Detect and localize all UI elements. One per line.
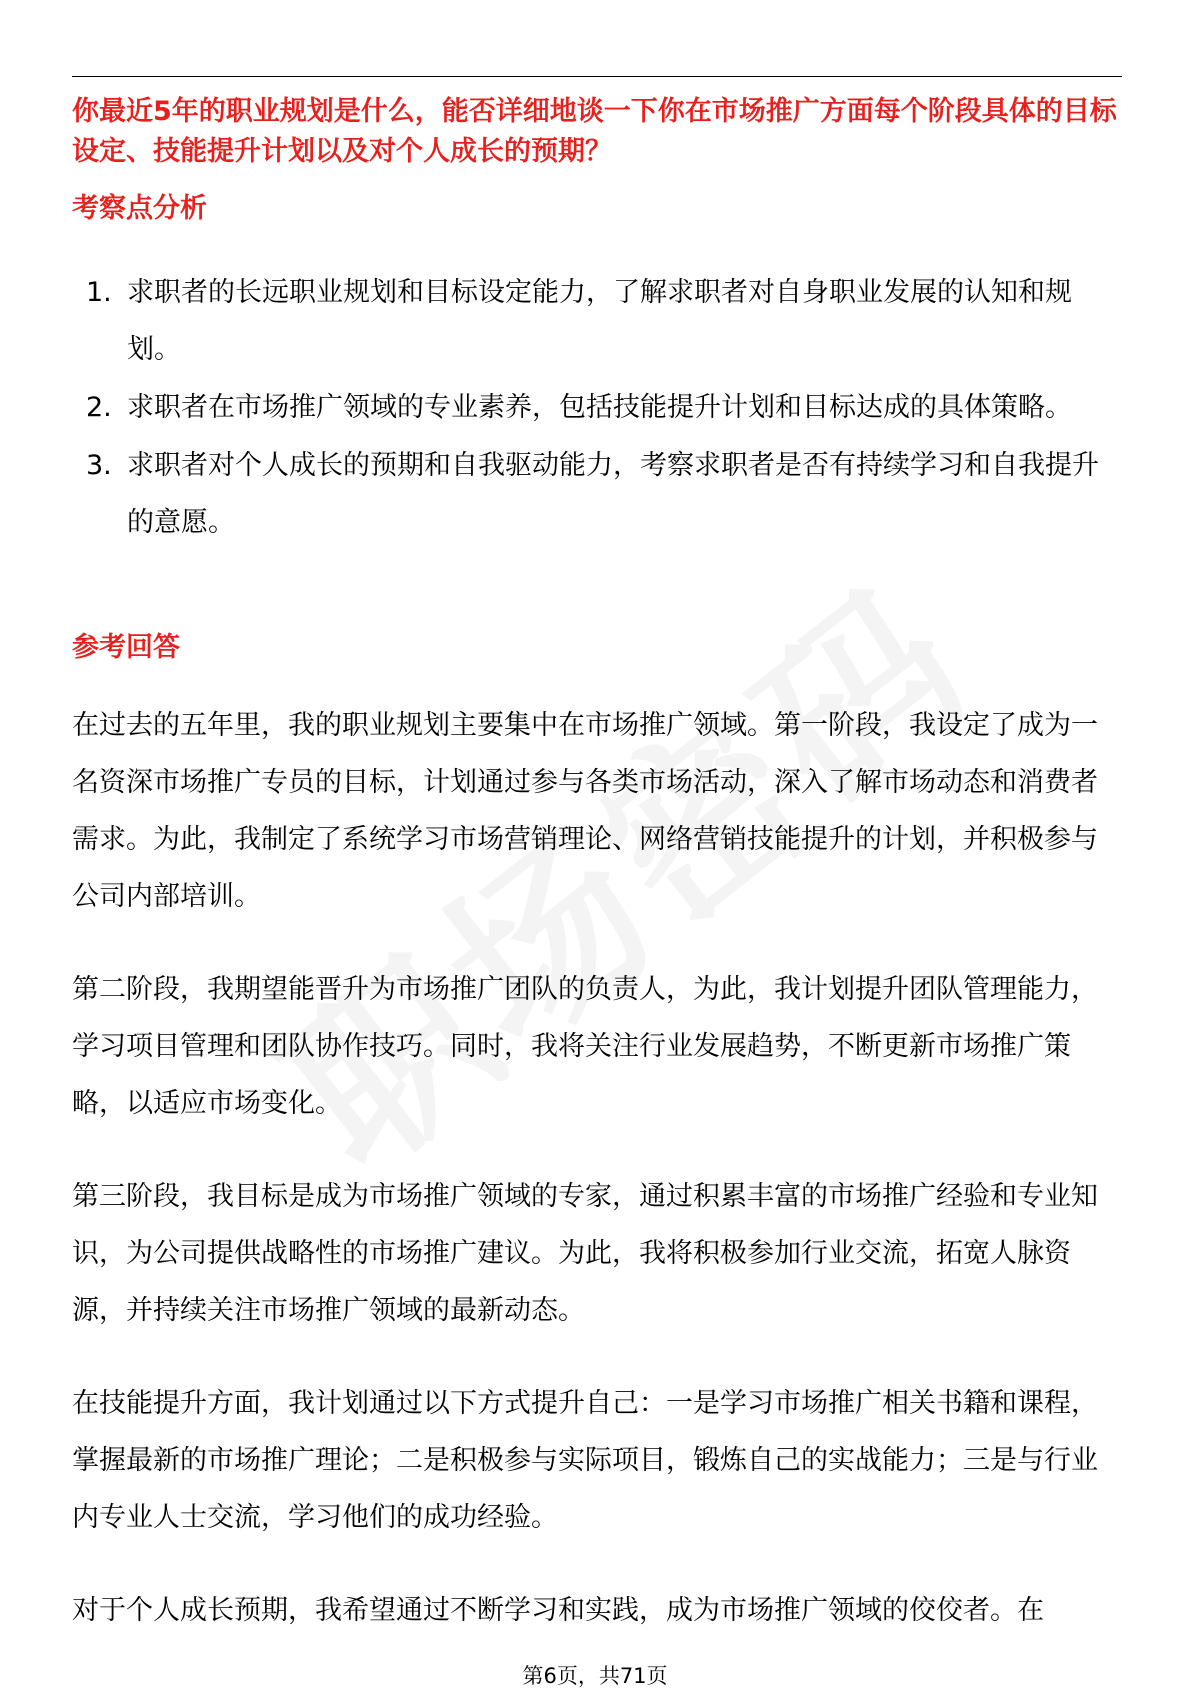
- analysis-heading: 考察点分析: [72, 193, 207, 224]
- answer-paragraph: 在过去的五年里，我的职业规划主要集中在市场推广领域。第一阶段，我设定了成为一名资深市场推广专员的目标，计划通过参与各类市场活动，深入了解市场动态和消费者需求。为此，我制定了系统学习市场营销理论、网络营销技能提升的计划，并积极参与公司内部培训。: [72, 710, 1098, 912]
- answer-paragraph: 第二阶段，我期望能晋升为市场推广团队的负责人，为此，我计划提升团队管理能力，学习项目管理和团队协作技巧。同时，我将关注行业发展趋势，不断更新市场推广策略，以适应市场变化。: [72, 974, 1098, 1119]
- answer-heading: 参考回答: [72, 632, 180, 663]
- point-number: 3.: [86, 450, 112, 481]
- point-number: 1.: [86, 277, 112, 308]
- header-rule: [72, 76, 1122, 77]
- point-text: 求职者对个人成长的预期和自我驱动能力，考察求职者是否有持续学习和自我提升的意愿。: [127, 450, 1099, 538]
- analysis-point: [72, 437, 1122, 551]
- analysis-point: [72, 264, 1122, 378]
- answer-paragraph: 第三阶段，我目标是成为市场推广领域的专家，通过积累丰富的市场推广经验和专业知识，为公司提供战略性的市场推广建议。为此，我将积极参加行业交流，拓宽人脉资源，并持续关注市场推广领域的最新动态。: [72, 1181, 1098, 1326]
- interview-question: 你最近5年的职业规划是什么，能否详细地谈一下你在市场推广方面每个阶段具体的目标设定、技能提升计划以及对个人成长的预期？: [72, 96, 1117, 167]
- analysis-points-list: [72, 264, 1122, 552]
- answer-paragraph: 在技能提升方面，我计划通过以下方式提升自己：一是学习市场推广相关书籍和课程，掌握最新的市场推广理论；二是积极参与实际项目，锻炼自己的实战能力；三是与行业内专业人士交流，学习他们的成功经验。: [72, 1388, 1098, 1533]
- answer-paragraph: 对于个人成长预期，我希望通过不断学习和实践，成为市场推广领域的佼佼者。在: [72, 1595, 1044, 1626]
- point-text: 求职者在市场推广领域的专业素养，包括技能提升计划和目标达成的具体策略。: [127, 392, 1072, 423]
- page-footer: 第6页，共71页: [522, 1664, 668, 1688]
- point-text: 求职者的长远职业规划和目标设定能力，了解求职者对自身职业发展的认知和规划。: [127, 277, 1072, 365]
- analysis-point: [72, 379, 1122, 436]
- point-number: 2.: [86, 392, 112, 423]
